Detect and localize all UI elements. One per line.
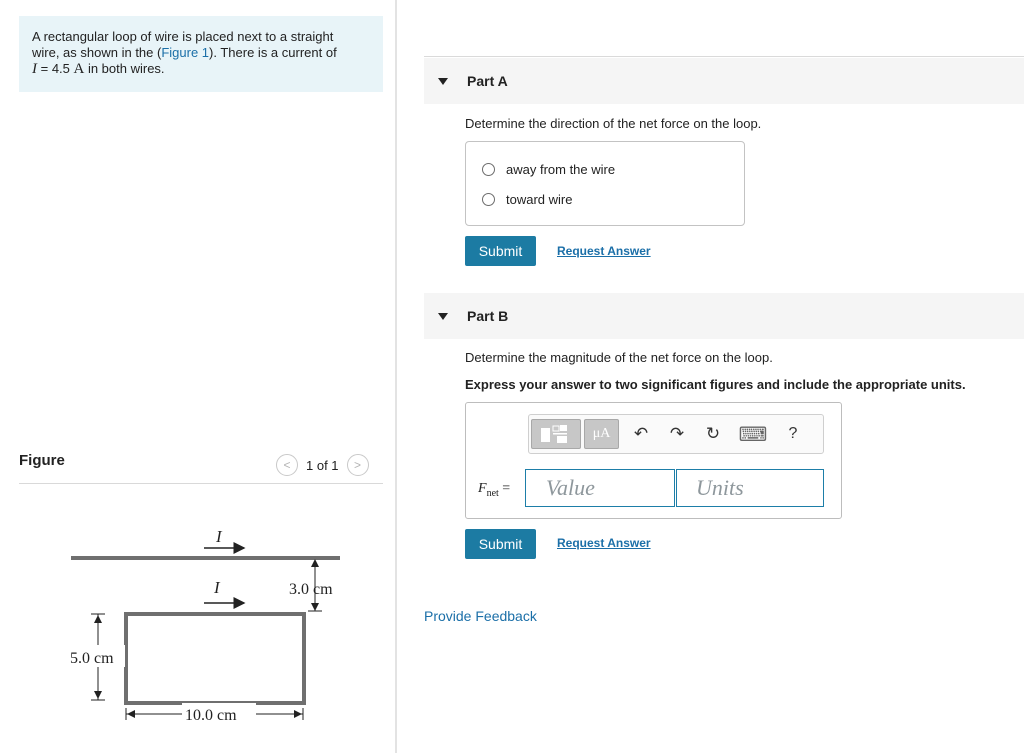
gap-arrow-bottom	[311, 603, 319, 611]
width-arrow-right	[294, 710, 302, 718]
reset-icon[interactable]: ↻	[705, 424, 721, 443]
problem-line-3	[32, 61, 371, 77]
templates-icon	[538, 423, 574, 445]
answer-box	[465, 402, 842, 519]
chevron-right-icon: >	[354, 458, 362, 472]
collapse-triangle-icon	[438, 78, 448, 85]
gap-arrow-top	[311, 559, 319, 567]
problem-line-1: A rectangular loop of wire is placed next to a straight	[32, 29, 334, 44]
prev-figure-button[interactable]	[276, 454, 298, 476]
chevron-left-icon: <	[283, 458, 291, 472]
fnet-label	[478, 481, 510, 499]
fnet-equals: =	[498, 481, 511, 496]
width-arrow-left	[127, 710, 135, 718]
keyboard-icon[interactable]: ⌨	[738, 423, 768, 446]
part-b-title: Part B	[467, 308, 509, 324]
figure-link[interactable]: Figure 1	[161, 45, 210, 60]
part-b-request-answer-link[interactable]: Request Answer	[557, 536, 651, 550]
top-divider	[424, 56, 1024, 57]
height-arrow-top	[94, 615, 102, 623]
height-arrow-bottom	[94, 691, 102, 699]
part-a-submit-button[interactable]: Submit	[465, 236, 536, 266]
part-b-header[interactable]	[424, 293, 1024, 339]
redo-icon[interactable]: ↷	[669, 424, 685, 443]
problem-text: ). There is a current of	[209, 45, 337, 60]
next-figure-button[interactable]	[347, 454, 369, 476]
problem-line-2	[32, 45, 371, 61]
wire-current-label: I	[216, 527, 222, 546]
fnet-variable: F	[478, 481, 487, 496]
column-divider	[395, 0, 397, 753]
choice-away[interactable]	[482, 162, 615, 177]
problem-text: wire, as shown in the (	[32, 45, 162, 60]
figure-divider	[19, 483, 383, 484]
loop-current-label: I	[214, 578, 220, 597]
choice-away-label: away from the wire	[506, 162, 616, 177]
part-a-title: Part A	[467, 73, 508, 89]
pager-count: 1 of 1	[306, 457, 339, 473]
figure-label: Figure	[19, 452, 65, 469]
templates-button[interactable]	[531, 419, 581, 449]
part-b-submit-button[interactable]: Submit	[465, 529, 536, 559]
part-b-instruction: Express your answer to two significant figures and include the appropriate units.	[465, 377, 966, 392]
part-b-prompt: Determine the magnitude of the net force on the loop.	[465, 350, 773, 365]
part-a-choices	[465, 141, 745, 226]
units-input[interactable]	[676, 469, 824, 507]
radio-toward[interactable]	[482, 193, 495, 206]
problem-tail: in both wires.	[84, 61, 165, 76]
part-a-header[interactable]	[424, 58, 1024, 104]
collapse-triangle-icon	[438, 313, 448, 320]
problem-statement	[19, 16, 383, 92]
radio-away[interactable]	[482, 163, 495, 176]
height-dimension-label: 5.0 cm	[70, 650, 114, 667]
figure-1-diagram	[19, 490, 383, 740]
part-a-request-answer-link[interactable]: Request Answer	[557, 244, 651, 258]
help-icon[interactable]: ?	[788, 425, 798, 442]
undo-icon[interactable]: ↶	[633, 424, 649, 443]
choice-toward[interactable]	[482, 192, 572, 207]
width-dimension-label: 10.0 cm	[185, 707, 237, 724]
value-input[interactable]	[525, 469, 675, 507]
math-toolbar	[528, 414, 824, 454]
fnet-subscript: net	[486, 487, 499, 499]
rectangular-loop	[126, 614, 304, 703]
current-unit: A	[73, 61, 85, 77]
current-variable: I	[32, 61, 37, 77]
figure-pager	[276, 454, 369, 476]
provide-feedback-link[interactable]: Provide Feedback	[424, 608, 537, 624]
choice-toward-label: toward wire	[506, 192, 573, 207]
units-button[interactable]: μA	[584, 419, 619, 449]
current-value: = 4.5	[37, 61, 74, 76]
gap-dimension-label: 3.0 cm	[289, 581, 333, 598]
part-a-prompt: Determine the direction of the net force on the loop.	[465, 116, 762, 131]
